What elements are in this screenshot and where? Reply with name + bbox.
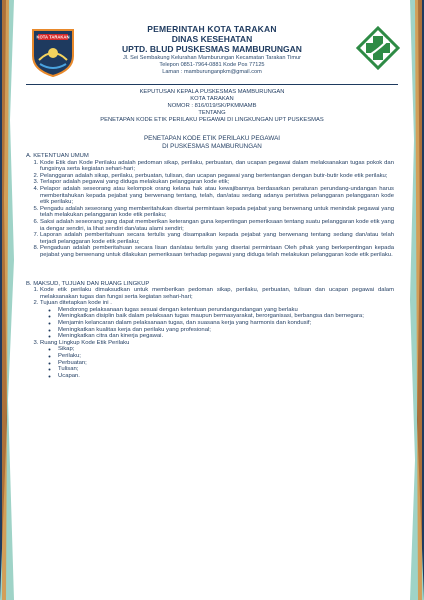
letterhead — [22, 14, 402, 84]
decree-heading — [22, 89, 402, 124]
scope-item: ◦ Sikap; — [58, 346, 394, 353]
header-divider — [26, 84, 398, 85]
list-item: 3. Terlapor adalah pegawai yang diduga melakukan pelanggaran kode etik; — [40, 179, 394, 186]
document-subtitle — [22, 135, 402, 151]
svg-text:KOTA TARAKAN: KOTA TARAKAN — [36, 34, 70, 40]
scope-list — [40, 346, 394, 379]
section-a-list — [26, 160, 394, 259]
list-item: 1. Kode Etik dan Kode Perilaku adalah pedoman sikap, perilaku, perbuatan, dan ucapan pegawai dalam melaksanakan tugas pokok dan fungsinya serta kegiatan sehari-hari; — [40, 160, 394, 173]
list-item — [40, 340, 394, 380]
scope-item: ◦ Perbuatan; — [58, 360, 394, 367]
decree-subject: PENETAPAN KODE ETIK PERILAKU PEGAWAI DI LINGKUNGAN UPT PUSKESMAS — [100, 117, 324, 123]
decree-line: KEPUTUSAN KEPALA PUSKESMAS MAMBURUNGAN — [139, 89, 285, 95]
decree-line: KOTA TARAKAN — [190, 96, 234, 102]
goal-item: ◦ Menjamin kelancaran dalam pelaksanaan tugas, dan suasana kerja yang harmonis dan kondusif; — [58, 320, 394, 327]
subtitle-line: PENETAPAN KODE ETIK PERILAKU PEGAWAI — [143, 135, 281, 142]
government-name: PEMERINTAH KOTA TARAKAN — [147, 24, 277, 34]
decree-line: TENTANG — [198, 110, 226, 116]
list-item: 7. Laporan adalah pemberitahuan secara tertulis yang disampaikan kepada pejabat yang berwenang tentang sedang dan/atau telah terjadi pelanggaran kode etik perilaku; — [40, 232, 394, 245]
decree-number: NOMOR : 816/019/SK/PKMMAMB — [167, 103, 257, 109]
scope-item: ◦ Ucapan. — [58, 373, 394, 380]
department-name: DINAS KESEHATAN — [171, 34, 253, 44]
list-item: 2. Pelanggaran adalah sikap, perilaku, perbuatan, tulisan, dan ucapan pegawai yang bertentangan dengan butir-butir kode etik perilaku; — [40, 173, 394, 180]
goal-item: ◦ Meningkatkan kualitas kerja dan perilaku yang profesional; — [58, 327, 394, 334]
list-item: 6. Saksi adalah seseorang yang dapat memberikan keterangan guna kepentingan pemeriksaan tentang suatu pelanggaran kode etik yang ia dengar sendiri, ia lihat sendiri dan/atau alami sendiri; — [40, 219, 394, 232]
goal-item: ◦ Meningkatkan citra dan kinerja pegawai. — [58, 333, 394, 340]
list-item-label: Tujuan ditetapkan kode ini . — [40, 300, 112, 307]
list-item: 5. Pengadu adalah seseorang yang memberitahukan disertai permintaan kepada pejabat yang berwenang untuk menindak pegawai yang telah melakukan pelanggaran kode etik perilaku; — [40, 206, 394, 219]
address: Jl. Sei Sembakung Kelurahan Mamburungan Kecamatan Tarakan Timur — [122, 55, 302, 61]
email: Laman : mamburunganpkm@gmail.com — [162, 69, 262, 75]
puskesmas-logo-icon — [356, 26, 400, 70]
list-item — [40, 300, 394, 340]
list-item: 4. Pelapor adalah seseorang atau kelompok orang kelana hak atau kewajibannya berdasarkan peraturan perundang-undangan harus memberitahukan kepada pejabat yang berwenang tentang, telah, dan/atau sedang adanya peristiwa pelanggaran pelanggaran kode etik perilaku; — [40, 186, 394, 206]
list-item: 1. Kode etik perilaku dimaksudkan untuk memberikan pedoman sikap, perilaku, perbuatan, tulisan dan ucapan pegawai dalam melaksanakan tugas dan fungsi serta kegiatan sehari-hari; — [40, 287, 394, 300]
goal-item: ◦ Mendorong pelaksanaan tugas sesuai dengan ketentuan perundangundangan yang berlaku — [58, 307, 394, 314]
list-item: 8. Pengaduan adalah pemberitahuan secara lisan dan/atau tertulis yang disertai permintaan Oleh pihak yang berkepentingan kepada pejabat yang berwenang untuk dilakukan pemeriksaan terhadap pegawai yang diduga telah melakukan pelanggaran kode etik perilaku. — [40, 245, 394, 258]
scope-item: ◦ Perilaku; — [58, 353, 394, 360]
subtitle-line: DI PUSKESMAS MAMBURUNGAN — [162, 143, 262, 150]
goal-item: ◦ Meningkatkan disiplin baik dalam pelaksaan tugas maupun bermasyarakat, berorganisasi, berbangsa dan bernegara; — [58, 313, 394, 320]
goals-list — [40, 307, 394, 340]
document-body — [26, 153, 394, 379]
unit-name: UPTD. BLUD PUSKESMAS MAMBURUNGAN — [122, 44, 302, 54]
tarakan-city-emblem-icon — [30, 26, 76, 78]
phone: Telepon 0851-7964-0881 Kode Pos 77125 — [159, 62, 265, 68]
section-b-title: B. MAKSUD, TUJUAN DAN RUANG LINGKUP — [26, 280, 150, 287]
section-a-title: A. KETENTUAN UMUM — [26, 153, 89, 159]
section-b-list — [26, 287, 394, 379]
list-item-label: Ruang Lingkup Kode Etik Perilaku — [40, 339, 130, 346]
scope-item: ◦ Tulisan; — [58, 366, 394, 373]
